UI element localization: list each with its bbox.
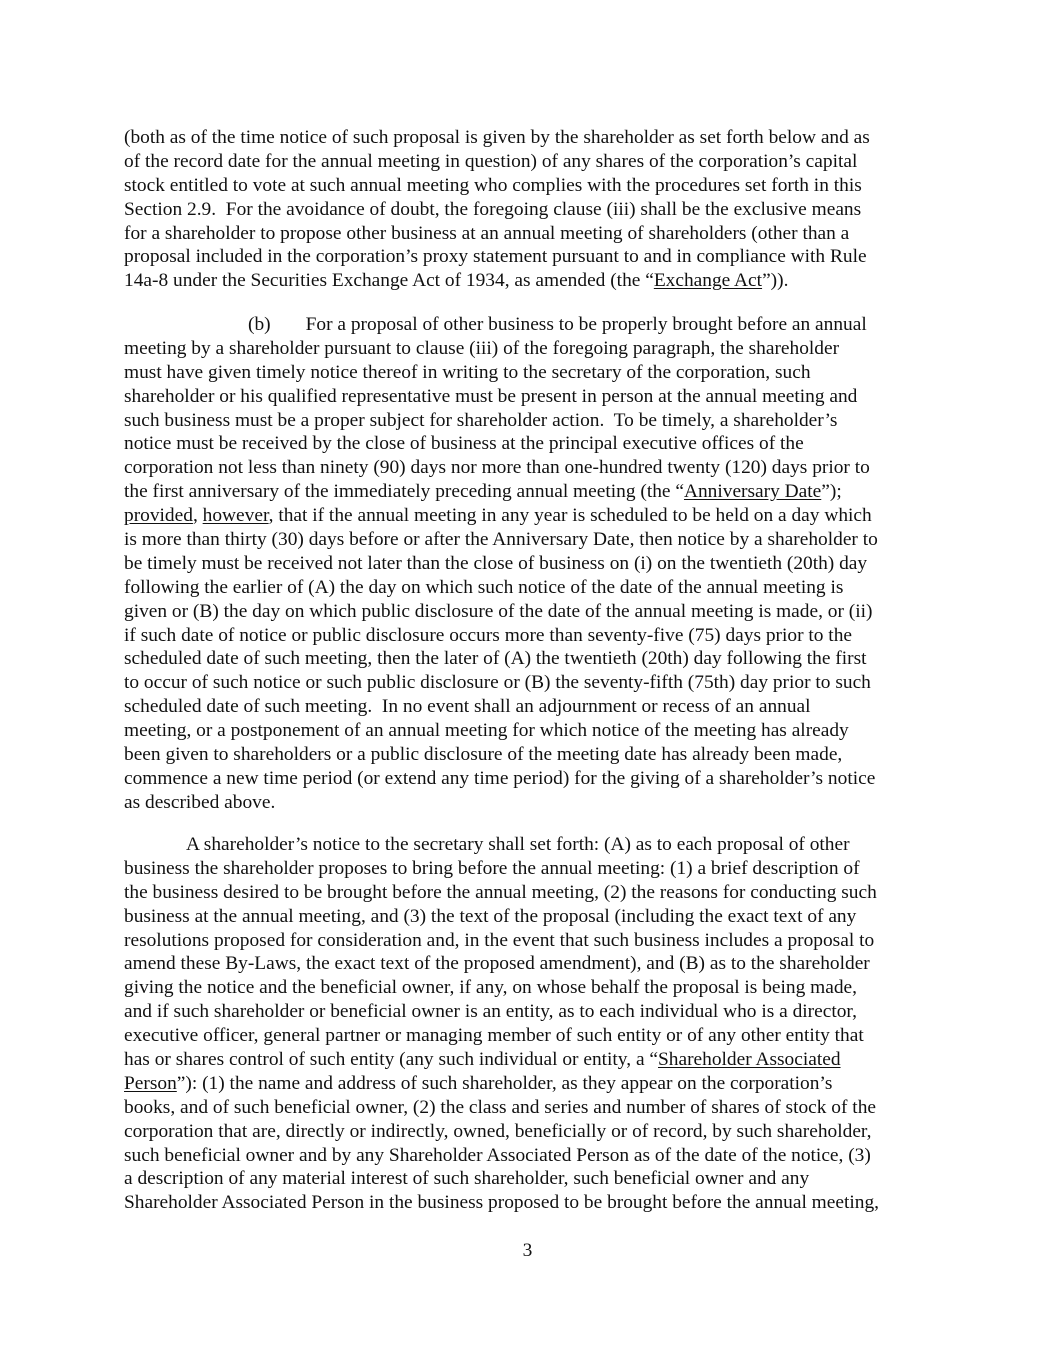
text-segment: , that if the annual meeting in any year is scheduled to be held on a day which — [268, 505, 872, 527]
text-line: (both as of the time notice of such proposal is given by the shareholder as set forth below and as — [124, 127, 870, 148]
text-line: is more than thirty (30) days before or after the Anniversary Date, then notice by a shareholder to — [124, 529, 878, 551]
text-segment: ”)). — [762, 270, 789, 292]
text-line: Section 2.9. For the avoidance of doubt, the foregoing clause (iii) shall be the exclusive means — [124, 198, 862, 220]
term-provided: provided — [124, 505, 193, 527]
text-line: resolutions proposed for consideration and, in the event that such business includes a proposal to — [124, 929, 875, 951]
paragraph-shareholder-notice — [124, 833, 944, 1215]
text-line: giving the notice and the beneficial owner, if any, on whose behalf the proposal is being made, — [124, 977, 857, 999]
text-line: scheduled date of such meeting. In no event shall an adjournment or recess of an annual — [124, 696, 811, 718]
text-line: shareholder or his qualified representative must be present in person at the annual meeting and — [124, 385, 858, 407]
text-segment: has or shares control of such entity (any such individual or entity, a “ — [124, 1049, 658, 1071]
defined-term-exchange-act: Exchange Act — [653, 270, 763, 292]
text-line — [124, 504, 944, 528]
text-line — [124, 269, 944, 293]
text-line — [124, 1072, 944, 1096]
text-line: such business must be a proper subject for shareholder action. To be timely, a shareholder’s — [124, 409, 838, 431]
defined-term-person: Person — [124, 1072, 177, 1094]
text-segment: For a proposal of other business to be properly brought before an annual — [305, 314, 867, 335]
text-line: to occur of such notice or such public disclosure or (B) the seventy-fifth (75th) day prior to such — [124, 672, 871, 694]
text-line — [124, 833, 944, 857]
text-line — [124, 1048, 944, 1072]
defined-term-anniversary-date: Anniversary Date — [683, 481, 822, 503]
text-line: business at the annual meeting, and (3) the text of the proposal (including the exact text of any — [124, 905, 857, 927]
text-line: meeting, or a postponement of an annual meeting for which notice of the meeting has already — [124, 720, 849, 742]
text-segment: the first anniversary of the immediately preceding annual meeting (the “ — [124, 481, 684, 503]
text-line: Shareholder Associated Person in the business proposed to be brought before the annual meeting, — [124, 1192, 879, 1214]
text-line: business the shareholder proposes to bring before the annual meeting: (1) a brief description of — [124, 857, 860, 879]
text-segment: A shareholder’s notice to the secretary shall set forth: (A) as to each proposal of other — [186, 834, 850, 855]
text-line: amend these By-Laws, the exact text of the proposed amendment), and (B) as to the shareholder — [124, 953, 870, 975]
text-line: as described above. — [124, 791, 276, 813]
text-line: given or (B) the day on which public disclosure of the date of the annual meeting is made, or (ii) — [124, 600, 873, 622]
text-segment: ”); — [821, 481, 842, 503]
text-line: for a shareholder to propose other business at an annual meeting of shareholders (other than a — [124, 222, 850, 244]
text-line: the business desired to be brought before the annual meeting, (2) the reasons for conducting such — [124, 881, 877, 903]
page-number: 3 — [522, 1240, 533, 1261]
text-line — [124, 480, 944, 504]
text-line: commence a new time period (or extend any time period) for the giving of a shareholder’s notice — [124, 767, 876, 789]
text-line: been given to shareholders or a public disclosure of the meeting date has already been made, — [124, 744, 843, 766]
text-line: such beneficial owner and by any Shareholder Associated Person as of the date of the notice, (3) — [124, 1144, 871, 1166]
text-line: corporation not less than ninety (90) days nor more than one-hundred twenty (120) days prior to — [124, 457, 870, 479]
section-marker-b: (b) — [248, 314, 271, 335]
text-line: books, and of such beneficial owner, (2) the class and series and number of shares of stock of the — [124, 1096, 876, 1118]
text-line: corporation that are, directly or indirectly, owned, beneficially or of record, by such shareholder, — [124, 1120, 872, 1142]
term-however: however — [202, 505, 269, 527]
text-segment: ”): (1) the name and address of such shareholder, as they appear on the corporation’s — [176, 1072, 833, 1094]
text-line: notice must be received by the close of business at the principal executive offices of the — [124, 433, 804, 455]
text-line: if such date of notice or public disclosure occurs more than seventy-five (75) days prior to the — [124, 624, 853, 646]
text-segment: , — [192, 505, 203, 527]
text-segment: 14a-8 under the Securities Exchange Act of 1934, as amended (the “ — [124, 270, 654, 292]
paragraph-continuation — [124, 126, 944, 293]
text-line: following the earlier of (A) the day on which such notice of the date of the annual meeting is — [124, 576, 844, 598]
text-line: proposal included in the corporation’s proxy statement pursuant to and in compliance with Rule — [124, 246, 867, 268]
text-line: meeting by a shareholder pursuant to clause (iii) of the foregoing paragraph, the shareholder — [124, 337, 840, 359]
text-line: stock entitled to vote at such annual meeting who complies with the procedures set forth in this — [124, 174, 862, 196]
text-line: be timely must be received not later than the close of business on (i) on the twentieth (20th) day — [124, 552, 868, 574]
paragraph-b — [124, 313, 944, 815]
text-line: executive officer, general partner or managing member of such entity or of any other entity that — [124, 1025, 864, 1047]
text-line: of the record date for the annual meeting in question) of any shares of the corporation’s capital — [124, 150, 858, 172]
text-line: a description of any material interest of such shareholder, such beneficial owner and any — [124, 1168, 810, 1190]
text-line: scheduled date of such meeting, then the later of (A) the twentieth (20th) day following the first — [124, 648, 867, 670]
text-line — [124, 313, 944, 337]
text-line: must have given timely notice thereof in writing to the secretary of the corporation, such — [124, 361, 811, 383]
text-line: and if such shareholder or beneficial owner is an entity, as to each individual who is a director, — [124, 1001, 857, 1023]
defined-term-shareholder-associated: Shareholder Associated — [658, 1049, 841, 1071]
